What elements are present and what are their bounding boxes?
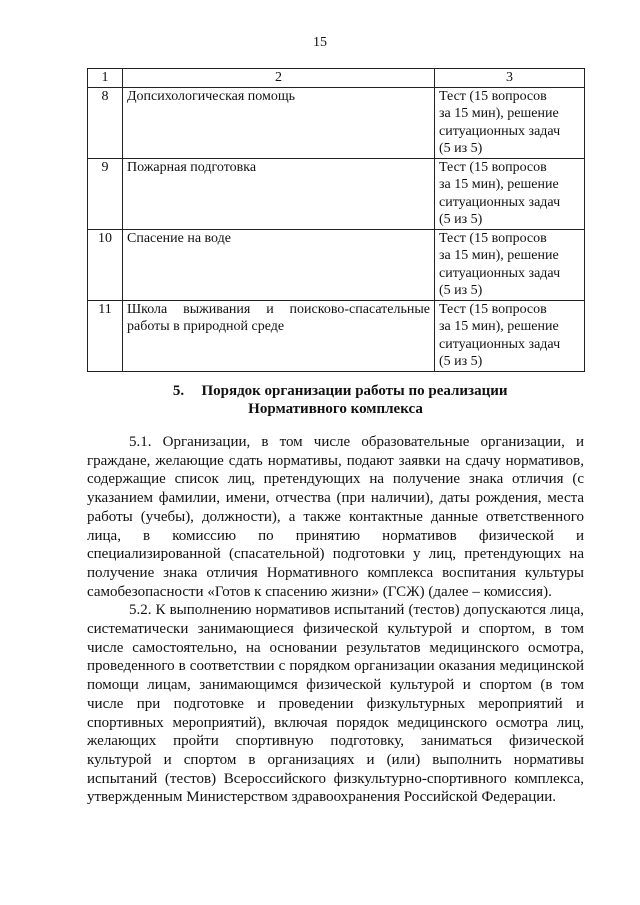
assessment-form: Тест (15 вопросов за 15 мин), решение ситуационных задач (5 из 5) — [435, 300, 585, 371]
section-title-line-1 — [87, 382, 584, 400]
discipline-name: Школа выживания и поисково-спасательные работы в природной среде — [123, 300, 435, 371]
row-number: 11 — [88, 300, 123, 371]
assessment-form: Тест (15 вопросов за 15 мин), решение ситуационных задач (5 из 5) — [435, 229, 585, 300]
discipline-name: Пожарная подготовка — [123, 158, 435, 229]
paragraph-5-2: 5.2. К выполнению нормативов испытаний (тестов) допускаются лица, систематически занимающиеся физической культурой и спортом, в том числе самостоятельно, на основании результатов медицинского осмотра, проведенного в соответствии с порядком организации оказания медицинской помощи лицам, занимающимся физической культурой и спортом (в том числе при подготовке и проведении физкультурных мероприятий и спортивных мероприятий), включая порядок медицинского осмотра лиц, желающих пройти спортивную подготовку, заниматься физической культурой и спортом в организациях и (или) выполнить нормативы испытаний (тестов) Всероссийского физкультурно-спортивного комплекса, утвержденным Министерством здравоохранения Российской Федерации. — [87, 602, 584, 806]
table-header-cell: 2 — [123, 69, 435, 88]
row-number: 8 — [88, 87, 123, 158]
table-header-cell: 1 — [88, 69, 123, 88]
discipline-name: Допсихологическая помощь — [123, 87, 435, 158]
norms-table — [87, 68, 585, 372]
section-heading — [87, 382, 584, 418]
paragraph-5-1: 5.1. Организации, в том числе образовательные организации, и граждане, желающие сдать нормативы, подают заявки на сдачу нормативов, содержащие список лиц, претендующих на получение знака отличия (с указанием фамилии, имени, отчества (при наличии), даты рождения, места работы (учебы), должности), а также контактные данные ответственного лица, в комиссию по принятию нормативов физической и специализированной (спасательной) подготовки у лиц, претендующих на получение знака отличия Нормативного комплекса воспитания культуры самобезопасности «Готов к спасению жизни» (ГСЖ) (далее – комиссия). — [87, 434, 584, 600]
assessment-form: Тест (15 вопросов за 15 мин), решение ситуационных задач (5 из 5) — [435, 87, 585, 158]
body-text — [87, 433, 584, 807]
row-number: 9 — [88, 158, 123, 229]
table-row — [88, 87, 585, 158]
section-title-text: Порядок организации работы по реализации — [201, 383, 508, 399]
table-row — [88, 300, 585, 371]
table-header-row — [88, 69, 585, 88]
table-row — [88, 229, 585, 300]
page-number: 15 — [313, 35, 327, 50]
table-header-cell: 3 — [435, 69, 585, 88]
discipline-name: Спасение на воде — [123, 229, 435, 300]
section-title-line-2: Нормативного комплекса — [248, 401, 423, 417]
assessment-form: Тест (15 вопросов за 15 мин), решение ситуационных задач (5 из 5) — [435, 158, 585, 229]
row-number: 10 — [88, 229, 123, 300]
section-number: 5. — [172, 383, 185, 399]
table-row — [88, 158, 585, 229]
